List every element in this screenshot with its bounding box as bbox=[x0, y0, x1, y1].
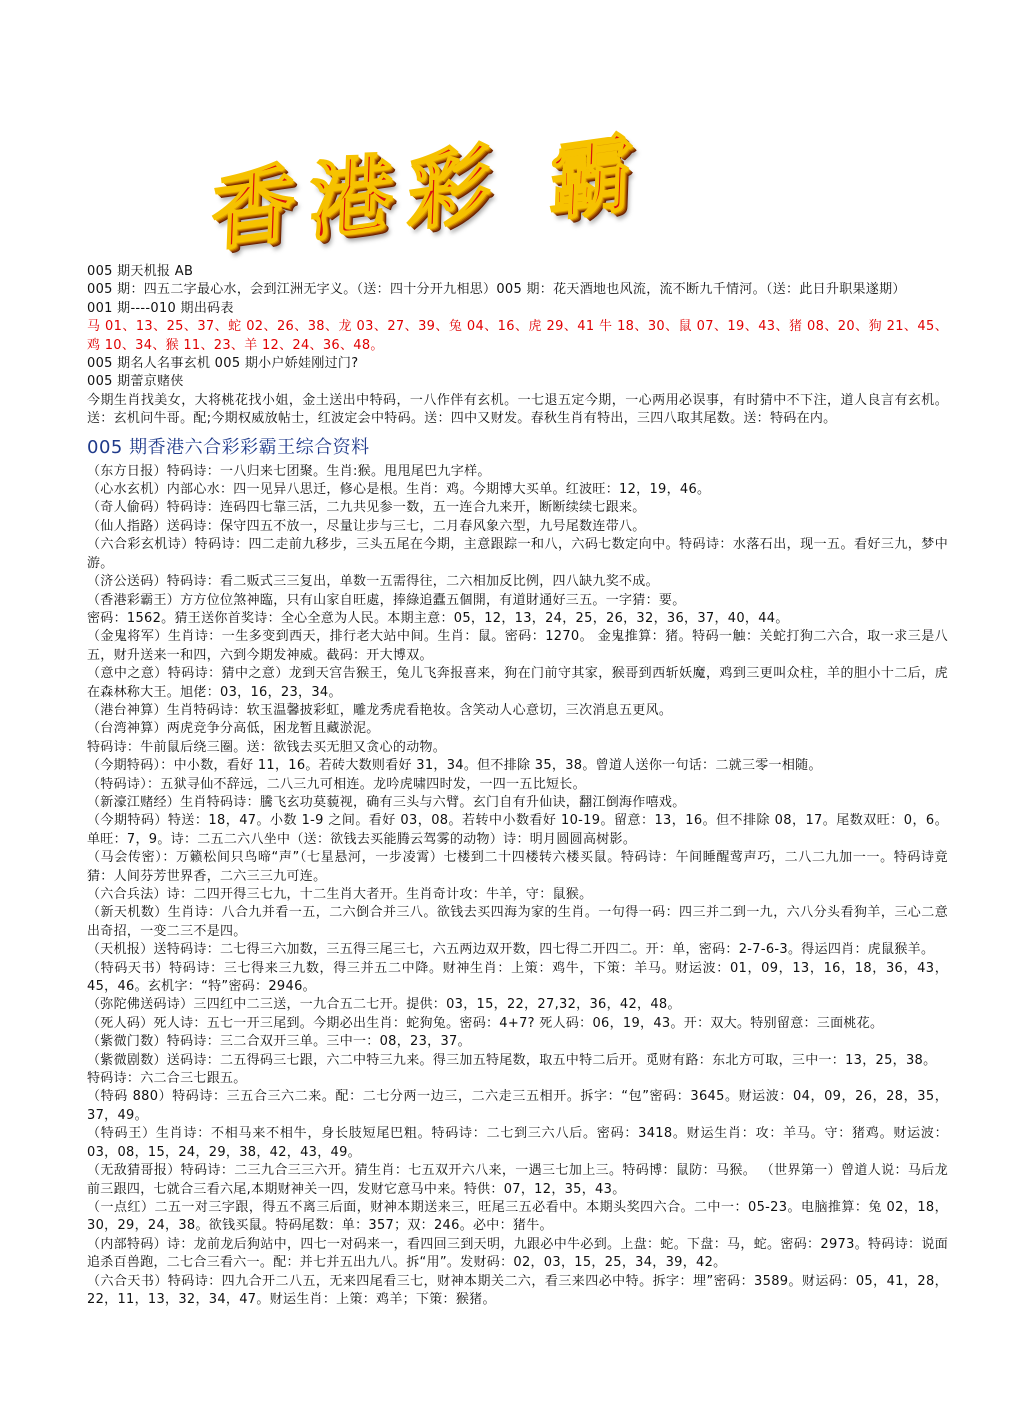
entry-paragraph: （内部特码）诗：龙前龙后狗站中，四七一对码来一，看四回三到天明，九跟必中牛必到。上盘：蛇。下盘：马，蛇。密码：2973。特码诗：说面追杀百兽跑，二七合三看六一。配：并七并五出九八。拆“用”。发财码：02，03，15，25，34，39，42。 bbox=[87, 1236, 948, 1271]
entry-paragraph: （香港彩霸王）方方位位煞神臨，只有山家自旺處，捧綠追蠹五個開，有道財通好三五。一字猜：要。 bbox=[87, 592, 686, 608]
entry-paragraph: （六合天书）特码诗：四九合开二八五，无来四尾看三七，财神本期关二六，看三来四必中特。拆字：埋”密码：3589。财运码：05，41，28，22，11，13，32，34，47。财运生肖：上策：鸡羊；下策：猴猪。 bbox=[87, 1273, 948, 1307]
entries-list bbox=[87, 463, 948, 1310]
section-title: 005 期香港六合彩彩霸王综合资料 bbox=[87, 436, 370, 458]
entry-paragraph: （仙人指路）送码诗：保守四五不放一，尽量让步与三七，二月春风象六型，九号尾数连带八。 bbox=[87, 518, 646, 534]
entry-paragraph: 密码：1562。猜王送你首奖诗：全心全意为人民。本期主意：05，12，13，24，25，26，32，36，37，40，44。 bbox=[87, 610, 789, 626]
entry-paragraph: （东方日报）特码诗：一八归来七团聚。生肖:猴。甩甩尾巴九字样。 bbox=[87, 463, 491, 479]
entry-paragraph: （金鬼将军）生肖诗：一生多变到西天，排行老大站中间。生肖：鼠。密码：1270。 金鬼推算：猪。特码一触：关蛇打狗二六合，取一求三是八五，财升送来一和四，六到今期发神威。截码：开大博双。 bbox=[87, 629, 948, 663]
intro-line: 001 期----010 期出码表 bbox=[87, 300, 234, 316]
intro-line: 005 期名人名事玄机 005 期小户娇娃刚过门? bbox=[87, 356, 359, 372]
entry-paragraph: （今期特码）：中小数，看好 11，16。若砖大数则看好 31，34。但不排除 35，38。曾道人送你一句话：二就三零一相随。 bbox=[87, 758, 822, 774]
logo bbox=[205, 121, 635, 266]
entry-paragraph: （济公送码）特码诗：看二贩式三三复出，单数一五需得往，二六相加反比例，四八缺九奖不成。 bbox=[87, 574, 659, 590]
entry-paragraph: （意中之意）特码诗：猜中之意）龙到天宫告猴王，兔儿飞奔报喜来，狗在门前守其家，猴哥到西斩妖魔，鸡到三更叫众柱，羊的胆小十二后，虎在森林称大王。旭佬：03，16，23，34。 bbox=[87, 666, 948, 700]
code-table-line: 马 01、13、25、37、蛇 02、26、38、龙 03、27、39、兔 04、16、虎 29、41 牛 18、30、鼠 07、19、43、猪 08、20、狗 21、45、鸡 10、34、猴 11、23、羊 12、24、36、48。 bbox=[87, 319, 948, 353]
entry-paragraph: （六合兵法）诗：二四开得三七九，十二生肖大者开。生肖奇计攻：牛羊，守：鼠猴。 bbox=[87, 887, 593, 902]
entry-paragraph: （今期特码）特送：18，47。小数 1-9 之间。看好 03，08。若转中小数看好 10-19。留意：13，16。但不排除 08，17。尾数双旺：0，6。单旺：7，9。诗：二五二六八坐中（送：欲钱去买能腾云驾雾的动物）诗：明月圆圆高树影。 bbox=[87, 813, 948, 847]
entry-paragraph: （死人码）死人诗：五七一开三尾到。今期必出生肖：蛇狗兔。密码：4+7? 死人码：06，19，43。开：双大。特别留意：三面桃花。 bbox=[87, 1015, 884, 1031]
entry-paragraph: （无敌猜哥报）特码诗：二三九合三三六开。猜生肖：七五双开六八来，一遇三七加上三。特码博：鼠防：马猴。 （世界第一）曾道人说：马后龙前三跟四，七就合三看六尾,本期财神关一四，发财它意马中来。特供：07，12，35，43。 bbox=[87, 1163, 948, 1197]
entry-paragraph: （天机报）送特码诗：二七得三六加数，三五得三尾三七，六五两边双开数，四七得二开四二。开：单，密码：2-7-6-3。得运四肖：虎鼠猴羊。 bbox=[87, 942, 935, 958]
intro-line: 005 期天机报 AB bbox=[87, 264, 194, 279]
intro-line: 今期生肖找美女，大将桃花找小姐，金土送出中特码，一八作伴有玄机。一七退五定今期，一心两用必误事，有时猜中不下注，道人良言有玄机。送：玄机问牛哥。配;今期权威放帖士，红波定会中特码。送：四中又财发。春秋生肖有特出，三四八取其尾数。送：特码在内。 bbox=[87, 392, 948, 427]
entry-paragraph: （一点红）二五一对三字跟，得五不离三后面，财神本期送来三，旺尾三五必看中。本期头奖四六合。二中一：05-23。电脑推算：兔 02，18，30，29，24，38。欲钱买鼠。特码尾数：单：357；双：246。必中：猪牛。 bbox=[87, 1199, 948, 1234]
document-body bbox=[87, 263, 948, 1309]
logo-char: 香 bbox=[209, 151, 297, 264]
intro-line: 005 期：四五二字最心水，会到江洲无字义。（送：四十分开九相思）005 期：花天酒地也风流，流不断九千情河。（送：此日升职果遂期） bbox=[87, 282, 906, 298]
intro-block bbox=[87, 263, 948, 429]
intro-line: 005 期蕾京赌侠 bbox=[87, 374, 184, 390]
entry-paragraph: （奇人偷码）特码诗：连码四七靠三活，二九共见参一数，五一连合九来开，断断续续七跟来。 bbox=[87, 500, 646, 516]
entry-paragraph: （特码诗）：五狱寻仙不辞远，二八三九可相连。龙吟虎啸四时发，一四一五比短长。 bbox=[87, 776, 586, 792]
entry-paragraph: 特码诗：六二合三七跟五。 bbox=[87, 1071, 247, 1087]
entry-paragraph: （紫微门数）特码诗：三二合双开三单。三中一：08，23，37。 bbox=[87, 1034, 471, 1050]
logo-char: 港 bbox=[307, 141, 395, 254]
entry-paragraph: （特码天书）特码诗：三七得来三九数，得三并五二中降。财神生肖：上策：鸡牛，下策：羊马。财运波：01，09，13，16，18，36，43，45，46。玄机字：“特”密码：2946。 bbox=[87, 960, 948, 995]
entry-paragraph: （心水玄机）内部心水：四一见异八思迁，修心是根。生肖：鸡。今期博大买单。红波旺：12，19，46。 bbox=[87, 482, 711, 498]
entry-paragraph: （紫微剧数）送码诗：二五得码三七跟，六二中特三九来。得三加五特尾数，取五中特二后开。觅财有路：东北方可取，三中一：13，25，38。 bbox=[87, 1052, 937, 1068]
entry-paragraph: （弥陀佛送码诗）三四红中二三送，一九合五二七开。提供：03，15，22，27,32，36，42，48。 bbox=[87, 997, 681, 1013]
logo-char: 彩 bbox=[405, 131, 493, 244]
entry-paragraph: （台湾神算）两虎竞争分高低，困龙暂且藏淤泥。 bbox=[87, 721, 380, 737]
entry-paragraph: （马会传密）：万籁松间只鸟啼“声”（七星悬河，一步凌霄）七楼到二十四楼转六楼买鼠。特码诗：午间睡醒莺声巧，二八二九加一一。特码诗竟猜：人间芬芳世界香，二六三三九可连。 bbox=[87, 850, 948, 884]
entry-paragraph: 特码诗：牛前鼠后绕三圈。送：欲钱去买无胆又贪心的动物。 bbox=[87, 739, 447, 755]
entry-paragraph: （新濠江赌经）生肖特码诗：騰飞玄功莫藐视，确有三头与六臂。玄门自有升仙诀，翻江倒海作嘻戏。 bbox=[87, 794, 686, 810]
entry-paragraph: （六合彩玄机诗）特码诗：四二走前九移步，三头五尾在今期，主意跟踪一和八，六码七数定向中。特码诗：水落石出，现一五。看好三九，梦中游。 bbox=[87, 537, 948, 571]
logo-char: 霸 bbox=[547, 121, 635, 234]
entry-paragraph: （特码王）生肖诗：不相马来不相牛，身长肢短尾巴粗。特码诗：二七到三六八后。密码：3418。财运生肖：攻：羊马。守：猪鸡。财运波：03，08，15，24，29，38，42，43，49。 bbox=[87, 1126, 948, 1160]
entry-paragraph: （港台神算）生肖特码诗：软玉温馨披彩虹，雕龙秀虎看艳妆。含笑动人心意切，三次消息五更风。 bbox=[87, 702, 673, 718]
entry-paragraph: （特码 880）特码诗：三五合三六二来。配：二七分两一边三，二六走三五相开。拆字：“包”密码：3645。财运波：04，09，26，28，35，37，49。 bbox=[87, 1089, 948, 1123]
entry-paragraph: （新天机数）生肖诗：八合九并看一五，二六倒合并三八。欲钱去买四海为家的生肖。一句得一码：四三并二到一九，六八分头看狗羊，三心二意出奇招，一变二三不是四。 bbox=[87, 905, 948, 939]
